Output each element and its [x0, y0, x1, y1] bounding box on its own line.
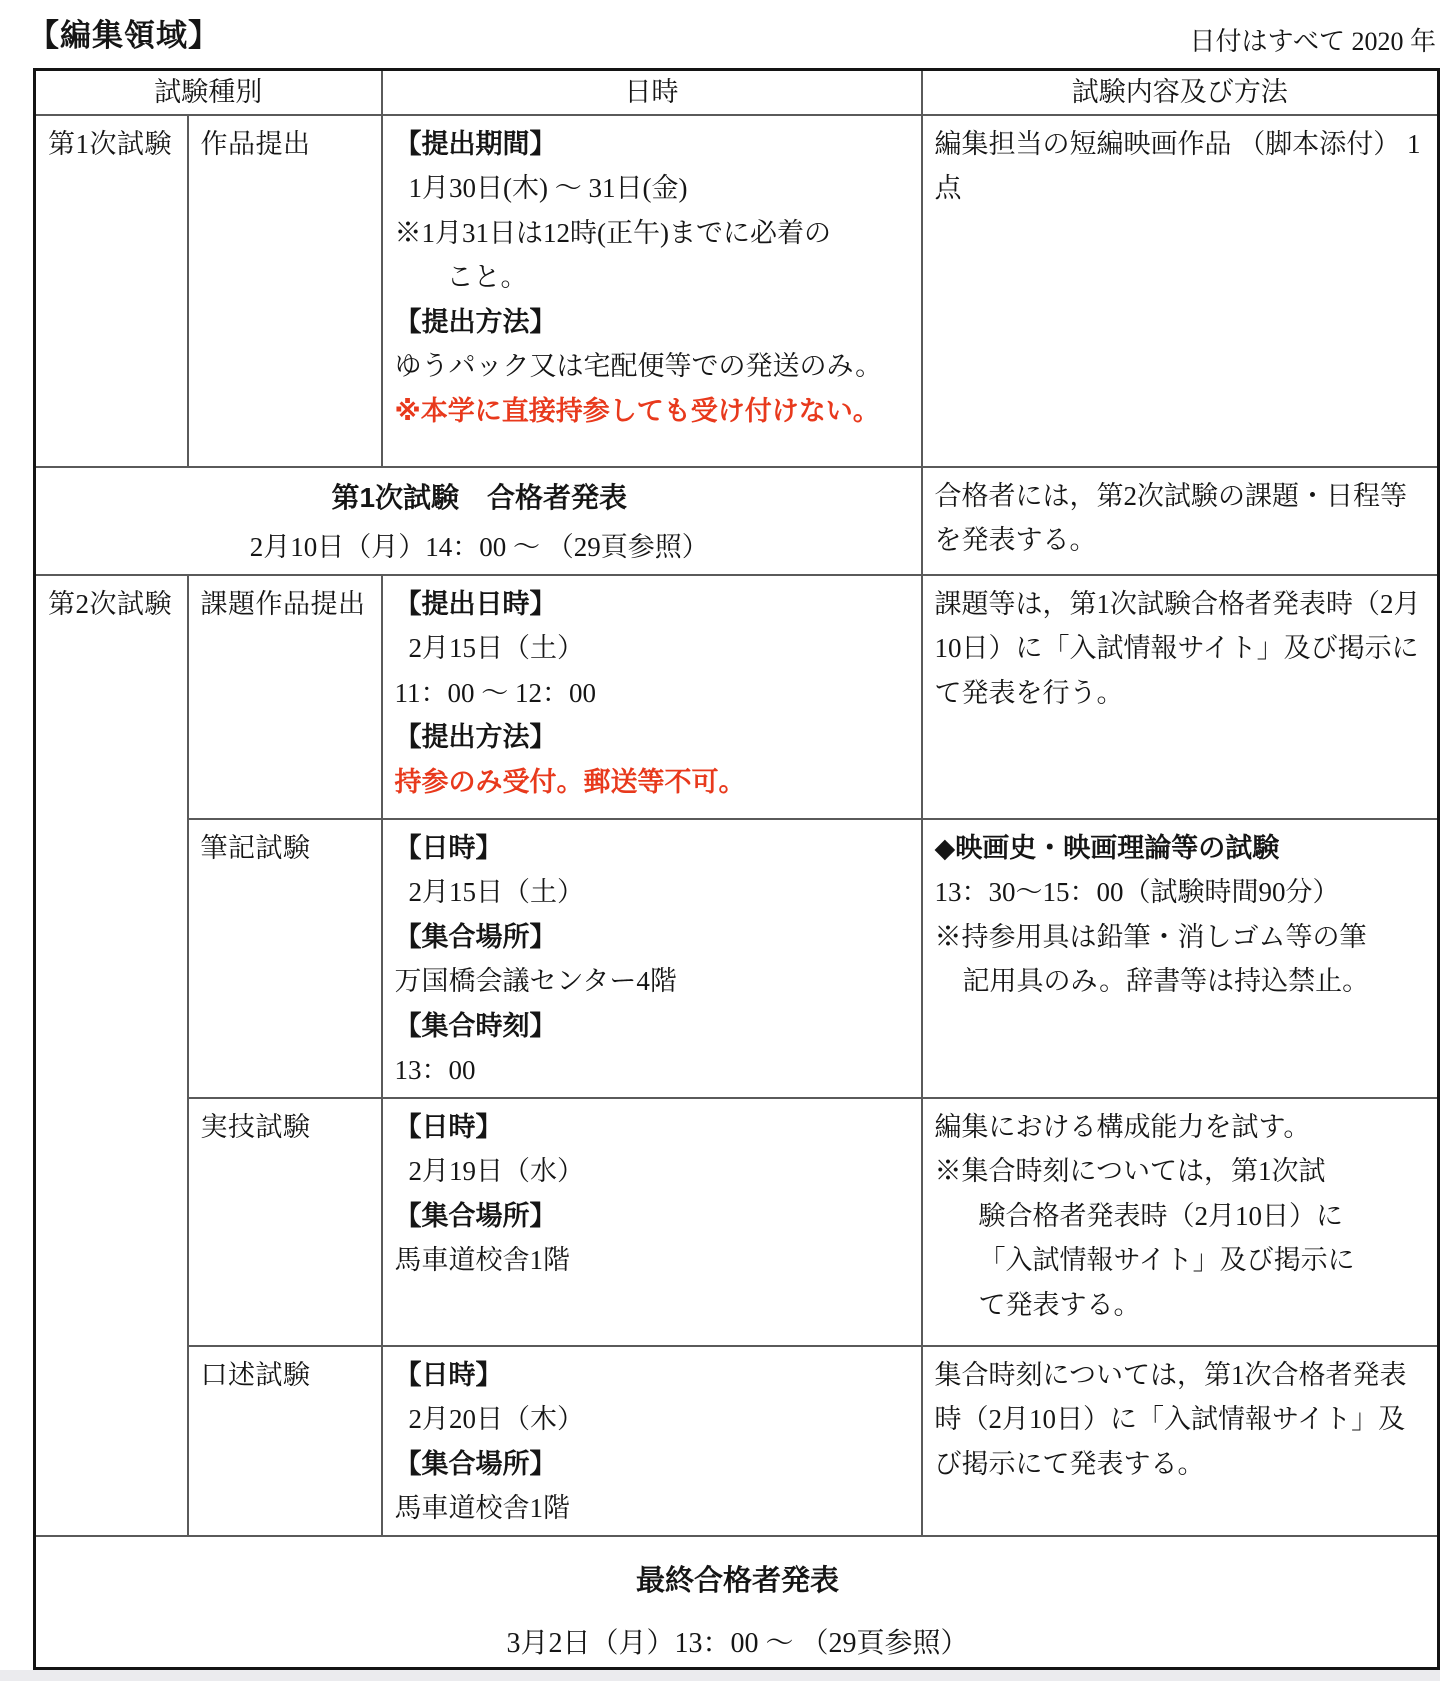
cell-datetime-practical-exam — [382, 1098, 922, 1346]
row-first-pass-announcement — [35, 467, 1439, 575]
practical-exam-purpose: 編集における構成能力を試す。 — [934, 1111, 1311, 1142]
row-assignment-submission — [35, 575, 1439, 819]
meeting-time-note-cont-1: 験合格者発表時（2月10日）に — [978, 1200, 1343, 1231]
meeting-place: 馬車道校舎1階 — [394, 1493, 570, 1523]
written-exam-date: 2月15日（土） — [408, 877, 584, 907]
row-practical-exam — [35, 1098, 1439, 1346]
meeting-place-label: 【集合場所】 — [394, 1200, 557, 1231]
cell-method-practical-exam — [922, 1098, 1439, 1346]
submission-method-label: 【提出方法】 — [394, 722, 557, 752]
submission-date: 2月15日（土） — [408, 633, 584, 663]
first-pass-announcement-datetime: 2月10日（月）14：00 ～ （29頁参照） — [249, 531, 709, 562]
cell-stage-second-exam: 第2次試験 — [35, 575, 188, 1536]
datetime-label: 【日時】 — [394, 1111, 503, 1142]
submission-time-range: 11：00 ～ 12：00 — [394, 677, 596, 708]
cell-type-oral-exam: 口述試験 — [188, 1346, 382, 1536]
table-header-row — [35, 70, 1439, 115]
cell-type-assignment-submission: 課題作品提出 — [188, 575, 382, 819]
final-announcement-datetime: 3月2日（月）13：00 ～ （29頁参照） — [506, 1627, 969, 1659]
page-bottom-edge — [0, 1670, 1440, 1681]
allowed-items-note-cont: 記用具のみ。辞書等は持込禁止。 — [962, 966, 1370, 996]
header-datetime: 日時 — [382, 70, 922, 115]
submission-datetime-label: 【提出日時】 — [394, 588, 557, 619]
cell-first-pass-announcement — [35, 467, 922, 575]
written-exam-time-range: 13：30～15：00（試験時間90分） — [934, 877, 1340, 907]
cell-stage-first-exam: 第1次試験 — [35, 115, 188, 467]
arrival-deadline-note: ※1月31日は12時(正午)までに必着の — [394, 217, 831, 248]
date-note: 日付はすべて 2020 年 — [1189, 27, 1436, 56]
meeting-place-label: 【集合場所】 — [394, 921, 557, 952]
header-method: 試験内容及び方法 — [922, 70, 1439, 115]
cell-datetime-work-submission — [382, 115, 922, 467]
meeting-time: 13：00 — [394, 1055, 476, 1085]
cell-method-work-submission — [922, 115, 1439, 467]
row-written-exam — [35, 819, 1439, 1098]
meeting-time-note: ※集合時刻については，第1次試 — [934, 1156, 1326, 1186]
written-exam-subject: ◆映画史・映画理論等の試験 — [934, 832, 1280, 863]
submission-period-dates: 1月30日(木) ～ 31日(金) — [408, 173, 688, 203]
meeting-time-note-cont-3: て発表する。 — [978, 1289, 1141, 1320]
meeting-time-note-cont-2: 「入試情報サイト」及び掲示に — [978, 1245, 1355, 1275]
meeting-place: 万国橋会議センター4階 — [394, 966, 677, 996]
allowed-items-note: ※持参用具は鉛筆・消しゴム等の筆 — [934, 921, 1367, 952]
cell-datetime-assignment-submission — [382, 575, 922, 819]
work-requirement-text: 編集担当の短編映画作品 （脚本添付） 1点 — [934, 128, 1421, 203]
assignment-announcement-note: 課題等は，第1次試験合格者発表時（2月10日）に「入試情報サイト」及び掲示にて発表を行う。 — [934, 588, 1421, 708]
cell-type-written-exam: 筆記試験 — [188, 819, 382, 1098]
final-announcement-title: 最終合格者発表 — [635, 1564, 839, 1597]
cell-final-announcement — [35, 1536, 1439, 1670]
submission-period-label: 【提出期間】 — [394, 128, 557, 159]
cell-type-work-submission: 作品提出 — [188, 115, 382, 467]
no-hand-delivery-warning: ※本学に直接持参しても受け付けない。 — [394, 395, 880, 426]
meeting-place-label: 【集合場所】 — [394, 1448, 557, 1479]
shipping-only-note: ゆうパック又は宅配便等での発送のみ。 — [394, 351, 883, 381]
cell-datetime-written-exam — [382, 819, 922, 1098]
submission-method-label: 【提出方法】 — [394, 306, 557, 337]
cell-method-pass-announcement — [922, 467, 1439, 575]
hand-delivery-only-warning: 持参のみ受付。郵送等不可。 — [394, 766, 746, 797]
oral-exam-meeting-time-note: 集合時刻については，第1次合格者発表時（2月10日）に「入試情報サイト」及び掲示にて発表する。 — [934, 1359, 1407, 1479]
cell-datetime-oral-exam — [382, 1346, 922, 1536]
meeting-time-label: 【集合時刻】 — [394, 1010, 557, 1041]
oral-exam-date: 2月20日（木） — [408, 1404, 584, 1434]
header-exam-type: 試験種別 — [35, 70, 382, 115]
practical-exam-date: 2月19日（水） — [408, 1156, 584, 1186]
cell-method-oral-exam — [922, 1346, 1439, 1536]
cell-method-written-exam — [922, 819, 1439, 1098]
exam-schedule-table — [33, 68, 1440, 1672]
page-title: 【編集領域】 — [28, 18, 220, 53]
pass-announcement-note: 合格者には，第2次試験の課題・日程等を発表する。 — [934, 480, 1407, 555]
row-work-submission — [35, 115, 1439, 467]
row-oral-exam — [35, 1346, 1439, 1536]
cell-type-practical-exam: 実技試験 — [188, 1098, 382, 1346]
cell-method-assignment-submission — [922, 575, 1439, 819]
row-final-announcement — [35, 1536, 1439, 1670]
meeting-place: 馬車道校舎1階 — [394, 1245, 570, 1275]
first-pass-announcement-title: 第1次試験 合格者発表 — [331, 481, 628, 513]
datetime-label: 【日時】 — [394, 832, 503, 863]
arrival-deadline-note-cont: こと。 — [446, 262, 528, 292]
datetime-label: 【日時】 — [394, 1359, 503, 1390]
